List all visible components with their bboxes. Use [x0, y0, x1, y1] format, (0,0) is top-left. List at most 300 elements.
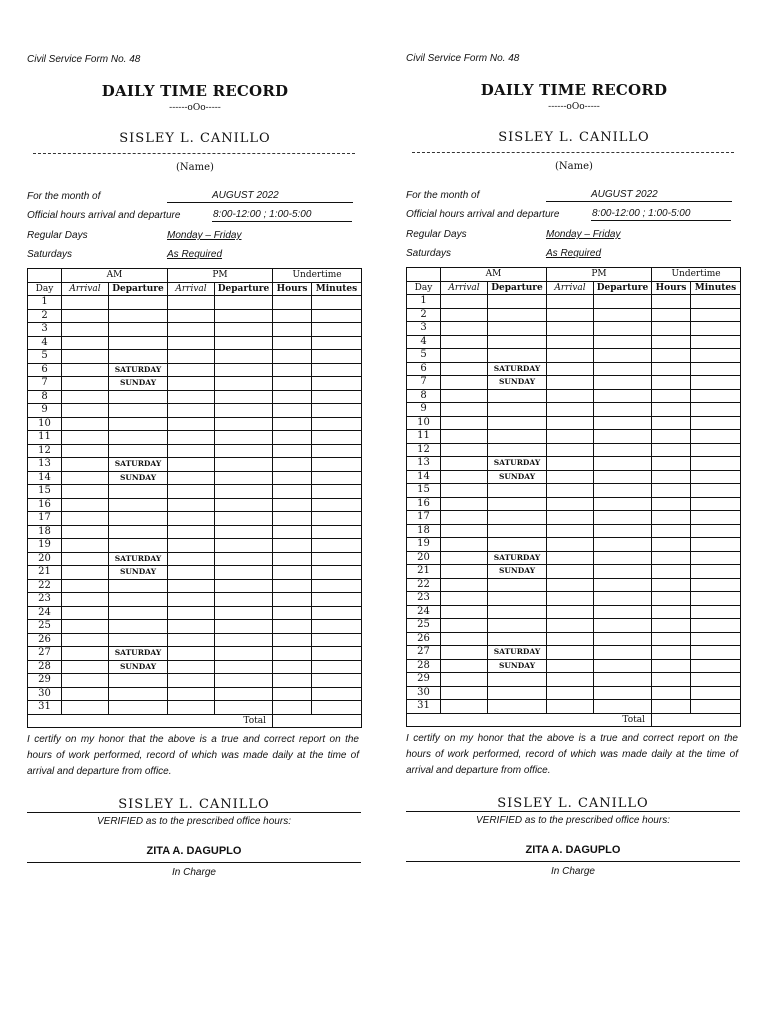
pm-arrival-cell: [547, 538, 594, 552]
table-row: [28, 431, 362, 445]
pm-arrival-cell: [547, 376, 594, 390]
table-row: [28, 687, 362, 701]
time-record-body: [407, 268, 741, 727]
am-departure-cell: [109, 620, 168, 634]
am-arrival-cell: [441, 335, 488, 349]
undertime-hours-cell: [652, 686, 691, 700]
undertime-minutes-cell: [312, 701, 362, 715]
table-row: [407, 619, 741, 633]
form-title: DAILY TIME RECORD: [101, 82, 289, 100]
pm-departure-cell: [215, 377, 273, 391]
day-cell: 21: [28, 566, 62, 580]
am-arrival-cell: [62, 363, 109, 377]
day-cell: 19: [407, 538, 441, 552]
undertime-hours-cell: [652, 376, 691, 390]
day-cell: 11: [407, 430, 441, 444]
pm-arrival-cell: [547, 565, 594, 579]
am-departure-cell: [488, 578, 547, 592]
verified-text: VERIFIED as to the prescribed office hours:: [476, 815, 670, 826]
hours-label: Official hours arrival and departure: [27, 210, 181, 221]
pm-departure-cell: [594, 632, 652, 646]
hours-value: 8:00-12:00 ; 1:00-5:00: [212, 209, 352, 222]
undertime-hours-cell: [273, 512, 312, 526]
day-cell: 24: [28, 606, 62, 620]
day-cell: 29: [28, 674, 62, 688]
am-arrival-cell: [62, 431, 109, 445]
am-arrival-cell: [441, 376, 488, 390]
undertime-minutes-cell: [312, 687, 362, 701]
am-departure-cell: [109, 593, 168, 607]
am-arrival-cell: [62, 417, 109, 431]
pm-departure-cell: [594, 578, 652, 592]
undertime-hours-cell: [273, 593, 312, 607]
minutes-header: Minutes: [312, 282, 362, 296]
day-cell: 8: [28, 390, 62, 404]
am-departure-cell: [488, 335, 547, 349]
pm-departure-cell: [215, 539, 273, 553]
table-row: [407, 551, 741, 565]
day-cell: 10: [407, 416, 441, 430]
undertime-hours-cell: [652, 295, 691, 309]
name-label: (Name): [555, 161, 593, 172]
regular-days-value: Monday – Friday: [167, 230, 242, 241]
undertime-hours-cell: [273, 687, 312, 701]
day-cell: 3: [28, 323, 62, 337]
undertime-hours-cell: [273, 525, 312, 539]
minutes-header: Minutes: [691, 281, 741, 295]
form-number: Civil Service Form No. 48: [406, 53, 520, 64]
undertime-hours-cell: [652, 362, 691, 376]
pm-departure-cell: [215, 296, 273, 310]
am-arrival-cell: [62, 633, 109, 647]
pm-arrival-cell: [168, 633, 215, 647]
am-arrival-cell: [441, 551, 488, 565]
day-cell: 1: [28, 296, 62, 310]
am-arrival-cell: [441, 308, 488, 322]
am-arrival-cell: [441, 484, 488, 498]
pm-departure-cell: [215, 431, 273, 445]
pm-departure-cell: [594, 443, 652, 457]
undertime-hours-cell: [273, 471, 312, 485]
regular-days-label: Regular Days: [27, 230, 88, 241]
am-arrival-cell: [441, 578, 488, 592]
day-cell: 9: [407, 403, 441, 417]
undertime-hours-cell: [652, 646, 691, 660]
in-charge-name: ZITA A. DAGUPLO: [27, 845, 361, 863]
table-header-row-2: [407, 281, 741, 295]
undertime-minutes-cell: [312, 566, 362, 580]
pm-departure-cell: [594, 457, 652, 471]
undertime-minutes-cell: [691, 565, 741, 579]
am-arrival-cell: [441, 322, 488, 336]
undertime-hours-cell: [273, 606, 312, 620]
undertime-minutes-cell: [312, 309, 362, 323]
pm-arrival-cell: [168, 444, 215, 458]
table-row: [407, 524, 741, 538]
am-arrival-cell: [62, 498, 109, 512]
am-departure-cell: [488, 673, 547, 687]
am-arrival-cell: [441, 416, 488, 430]
am-arrival-cell: [62, 525, 109, 539]
undertime-hours-cell: [273, 620, 312, 634]
am-departure-cell: SATURDAY: [488, 551, 547, 565]
table-header-row-2: [28, 282, 362, 296]
undertime-minutes-cell: [312, 431, 362, 445]
am-departure-cell: [488, 295, 547, 309]
am-departure-cell: [488, 686, 547, 700]
pm-arrival-cell: [168, 471, 215, 485]
table-row: [28, 485, 362, 499]
day-cell: 27: [28, 647, 62, 661]
undertime-minutes-cell: [691, 457, 741, 471]
table-row: [28, 309, 362, 323]
day-cell: 22: [28, 579, 62, 593]
undertime-minutes-cell: [312, 336, 362, 350]
table-row: [407, 646, 741, 660]
table-row: [407, 443, 741, 457]
pm-arrival-cell: [547, 362, 594, 376]
day-cell: 16: [407, 497, 441, 511]
day-cell: 17: [28, 512, 62, 526]
am-arrival-cell: [441, 605, 488, 619]
am-departure-cell: [109, 323, 168, 337]
time-record-table: [406, 267, 741, 727]
undertime-hours-cell: [273, 390, 312, 404]
undertime-minutes-cell: [312, 606, 362, 620]
am-departure-cell: [109, 444, 168, 458]
am-departure-header: Departure: [109, 282, 168, 296]
pm-arrival-cell: [168, 512, 215, 526]
table-row: [407, 700, 741, 714]
pm-departure-cell: [594, 605, 652, 619]
pm-departure-cell: [594, 322, 652, 336]
table-row: [28, 579, 362, 593]
table-row: [407, 659, 741, 673]
day-cell: 25: [407, 619, 441, 633]
undertime-header: Undertime: [273, 269, 362, 283]
undertime-minutes-cell: [312, 512, 362, 526]
table-row: [407, 403, 741, 417]
undertime-minutes-cell: [691, 416, 741, 430]
am-departure-cell: SUNDAY: [109, 566, 168, 580]
undertime-hours-cell: [652, 673, 691, 687]
table-row: [28, 458, 362, 472]
undertime-hours-cell: [652, 511, 691, 525]
table-row: [28, 323, 362, 337]
am-arrival-cell: [62, 377, 109, 391]
am-departure-cell: [488, 511, 547, 525]
undertime-hours-cell: [652, 484, 691, 498]
am-arrival-cell: [441, 295, 488, 309]
day-cell: 30: [407, 686, 441, 700]
table-row: [407, 362, 741, 376]
pm-arrival-cell: [547, 457, 594, 471]
pm-arrival-cell: [168, 309, 215, 323]
pm-arrival-cell: [547, 551, 594, 565]
am-departure-cell: [488, 322, 547, 336]
undertime-hours-cell: [652, 659, 691, 673]
undertime-hours-cell: [273, 647, 312, 661]
am-arrival-cell: [441, 646, 488, 660]
undertime-minutes-cell: [691, 497, 741, 511]
pm-departure-cell: [594, 646, 652, 660]
day-cell: 7: [28, 377, 62, 391]
pm-arrival-cell: [168, 566, 215, 580]
undertime-minutes-cell: [691, 524, 741, 538]
undertime-minutes-cell: [312, 390, 362, 404]
undertime-hours-cell: [652, 632, 691, 646]
pm-arrival-cell: [547, 646, 594, 660]
table-row: [407, 565, 741, 579]
am-departure-cell: SUNDAY: [109, 471, 168, 485]
am-departure-cell: [109, 701, 168, 715]
saturdays-value: As Required: [167, 249, 223, 260]
am-arrival-cell: [62, 444, 109, 458]
undertime-minutes-cell: [691, 632, 741, 646]
table-row: [407, 389, 741, 403]
undertime-minutes-cell: [691, 376, 741, 390]
table-row: [407, 632, 741, 646]
am-departure-cell: [109, 485, 168, 499]
undertime-hours-cell: [273, 498, 312, 512]
undertime-minutes-cell: [312, 444, 362, 458]
undertime-minutes-cell: [691, 592, 741, 606]
undertime-minutes-cell: [312, 363, 362, 377]
pm-departure-cell: [594, 686, 652, 700]
table-row: [28, 404, 362, 418]
undertime-minutes-cell: [312, 660, 362, 674]
month-value: AUGUST 2022: [546, 189, 732, 202]
regular-days-value: Monday – Friday: [546, 229, 621, 240]
am-departure-cell: SUNDAY: [488, 376, 547, 390]
table-row: [407, 322, 741, 336]
undertime-hours-cell: [273, 336, 312, 350]
am-arrival-cell: [441, 443, 488, 457]
day-cell: 4: [407, 335, 441, 349]
pm-departure-cell: [594, 659, 652, 673]
pm-arrival-cell: [168, 525, 215, 539]
certification-text: I certify on my honor that the above is a true and correct report on the hours of work performed, record of which was made daily at the time of arrival and departure from office.: [27, 734, 359, 777]
day-cell: 7: [407, 376, 441, 390]
name-underline: [412, 152, 734, 153]
table-row: [407, 538, 741, 552]
pm-departure-cell: [594, 470, 652, 484]
undertime-hours-cell: [273, 458, 312, 472]
am-arrival-cell: [441, 538, 488, 552]
day-cell: 13: [407, 457, 441, 471]
am-arrival-cell: [441, 686, 488, 700]
pm-departure-header: Departure: [215, 282, 273, 296]
employee-signature: SISLEY L. CANILLO: [406, 796, 740, 812]
day-cell: 5: [407, 349, 441, 363]
undertime-minutes-cell: [312, 498, 362, 512]
pm-departure-cell: [594, 524, 652, 538]
pm-arrival-cell: [168, 350, 215, 364]
title-ornament: ------oOo-----: [548, 102, 600, 112]
pm-arrival-cell: [168, 552, 215, 566]
table-row: [407, 308, 741, 322]
table-row: [28, 350, 362, 364]
in-charge-name: ZITA A. DAGUPLO: [406, 844, 740, 862]
total-row: [28, 714, 362, 728]
month-value: AUGUST 2022: [167, 190, 353, 203]
am-arrival-cell: [62, 404, 109, 418]
pm-arrival-cell: [168, 323, 215, 337]
pm-departure-cell: [215, 620, 273, 634]
total-value-cell: [652, 713, 741, 727]
pm-departure-cell: [215, 687, 273, 701]
table-row: [28, 363, 362, 377]
undertime-minutes-cell: [312, 296, 362, 310]
undertime-hours-cell: [652, 430, 691, 444]
am-arrival-cell: [62, 512, 109, 526]
table-row: [28, 647, 362, 661]
am-departure-cell: [109, 606, 168, 620]
undertime-minutes-cell: [691, 700, 741, 714]
regular-days-label: Regular Days: [406, 229, 467, 240]
day-cell: 28: [28, 660, 62, 674]
pm-arrival-header: Arrival: [547, 281, 594, 295]
am-arrival-cell: [62, 458, 109, 472]
am-departure-cell: [488, 497, 547, 511]
pm-departure-cell: [594, 389, 652, 403]
table-row: [407, 416, 741, 430]
undertime-hours-cell: [652, 457, 691, 471]
undertime-minutes-cell: [312, 404, 362, 418]
day-cell: 5: [28, 350, 62, 364]
am-arrival-cell: [441, 632, 488, 646]
day-cell: 26: [28, 633, 62, 647]
table-row: [407, 578, 741, 592]
am-departure-cell: [488, 700, 547, 714]
pm-arrival-cell: [547, 403, 594, 417]
am-departure-cell: [488, 484, 547, 498]
day-cell: 2: [28, 309, 62, 323]
pm-departure-cell: [215, 512, 273, 526]
am-arrival-cell: [62, 674, 109, 688]
undertime-minutes-cell: [312, 674, 362, 688]
day-cell: 16: [28, 498, 62, 512]
am-departure-cell: [109, 687, 168, 701]
pm-arrival-cell: [547, 470, 594, 484]
day-cell: 27: [407, 646, 441, 660]
pm-arrival-cell: [547, 349, 594, 363]
table-row: [407, 335, 741, 349]
time-record-body: [28, 269, 362, 728]
undertime-minutes-cell: [691, 605, 741, 619]
am-departure-cell: SATURDAY: [109, 647, 168, 661]
undertime-hours-cell: [652, 470, 691, 484]
day-cell: 18: [407, 524, 441, 538]
pm-departure-cell: [215, 674, 273, 688]
in-charge-label: In Charge: [172, 867, 216, 878]
undertime-minutes-cell: [312, 458, 362, 472]
day-cell: 18: [28, 525, 62, 539]
am-departure-cell: SATURDAY: [488, 457, 547, 471]
pm-arrival-cell: [547, 659, 594, 673]
am-arrival-cell: [441, 565, 488, 579]
day-header-blank: [407, 268, 441, 282]
hours-value: 8:00-12:00 ; 1:00-5:00: [591, 208, 731, 221]
am-arrival-cell: [62, 660, 109, 674]
am-arrival-cell: [62, 471, 109, 485]
undertime-hours-cell: [652, 416, 691, 430]
day-cell: 28: [407, 659, 441, 673]
undertime-minutes-cell: [691, 349, 741, 363]
pm-arrival-cell: [547, 322, 594, 336]
undertime-hours-cell: [273, 417, 312, 431]
table-row: [407, 511, 741, 525]
undertime-hours-cell: [273, 579, 312, 593]
day-cell: 19: [28, 539, 62, 553]
undertime-hours-cell: [273, 444, 312, 458]
day-cell: 26: [407, 632, 441, 646]
day-cell: 20: [407, 551, 441, 565]
month-label: For the month of: [406, 190, 480, 201]
undertime-hours-cell: [273, 377, 312, 391]
pm-departure-cell: [215, 363, 273, 377]
pm-departure-cell: [594, 308, 652, 322]
pm-departure-cell: [215, 633, 273, 647]
table-row: [407, 484, 741, 498]
day-header-blank: [28, 269, 62, 283]
am-departure-cell: SUNDAY: [488, 565, 547, 579]
undertime-hours-cell: [652, 605, 691, 619]
am-header: AM: [62, 269, 168, 283]
undertime-minutes-cell: [691, 673, 741, 687]
table-row: [28, 390, 362, 404]
pm-departure-cell: [215, 579, 273, 593]
pm-arrival-cell: [547, 335, 594, 349]
undertime-hours-cell: [652, 497, 691, 511]
am-arrival-cell: [62, 701, 109, 715]
undertime-minutes-cell: [691, 619, 741, 633]
table-row: [28, 336, 362, 350]
undertime-hours-cell: [652, 308, 691, 322]
pm-departure-cell: [215, 647, 273, 661]
pm-departure-cell: [215, 350, 273, 364]
time-record-table: [27, 268, 362, 728]
day-cell: 23: [28, 593, 62, 607]
undertime-minutes-cell: [312, 323, 362, 337]
undertime-hours-cell: [273, 296, 312, 310]
am-departure-cell: [488, 632, 547, 646]
pm-departure-cell: [594, 538, 652, 552]
undertime-hours-cell: [652, 524, 691, 538]
am-arrival-header: Arrival: [441, 281, 488, 295]
table-row: [407, 673, 741, 687]
am-departure-cell: SUNDAY: [109, 660, 168, 674]
pm-departure-cell: [594, 349, 652, 363]
am-arrival-cell: [62, 309, 109, 323]
am-departure-cell: SUNDAY: [488, 659, 547, 673]
pm-arrival-cell: [547, 605, 594, 619]
pm-departure-cell: [215, 390, 273, 404]
undertime-minutes-cell: [691, 322, 741, 336]
pm-departure-cell: [215, 566, 273, 580]
undertime-minutes-cell: [312, 350, 362, 364]
day-cell: 6: [407, 362, 441, 376]
pm-header: PM: [547, 268, 652, 282]
pm-departure-cell: [215, 336, 273, 350]
table-row: [407, 457, 741, 471]
am-arrival-cell: [441, 592, 488, 606]
table-row: [407, 295, 741, 309]
table-row: [28, 539, 362, 553]
day-cell: 10: [28, 417, 62, 431]
day-header: Day: [407, 281, 441, 295]
hours-header: Hours: [652, 281, 691, 295]
